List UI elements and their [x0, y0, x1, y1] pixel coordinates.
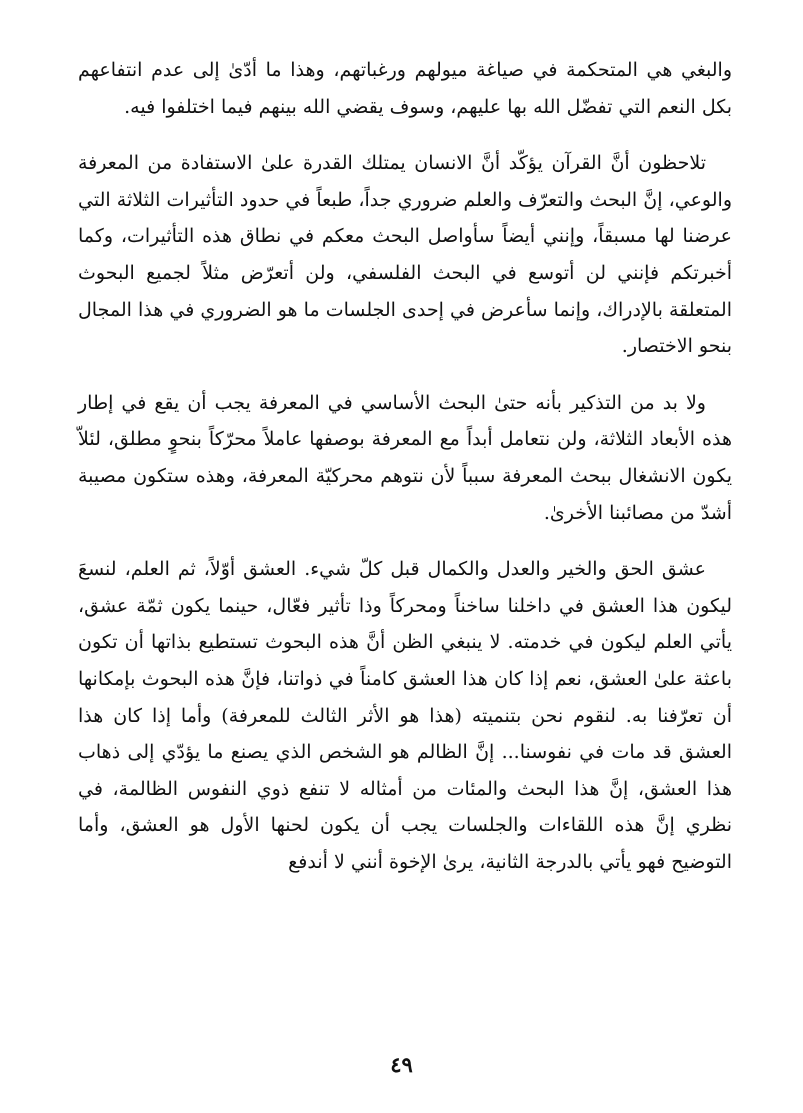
paragraph-2: تلاحظون أنَّ القرآن يؤكّد أنَّ الانسان يمتلك القدرة علىٰ الاستفادة من المعرفة والوعي، إنَّ البحث والتعرّف والعلم ضروري جداً، طبعاً في حدود التأثيرات الثلاثة التي عرضنا لها مسبقاً، وإنني أيضاً سأواصل البحث معكم في نطاق هذه التأثيرات، وكما أخبرتكم فإنني لن أتوسع في البحث الفلسفي، ولن أتعرّض مثلاً لجميع البحوث المتعلقة بالإدراك، وإنما سأعرض في إحدى الجلسات ما هو الضروري في هذا المجال بنحو الاختصار. — [78, 152, 732, 358]
paragraph-3: ولا بد من التذكير بأنه حتىٰ البحث الأساسي في المعرفة يجب أن يقع في إطار هذه الأبعاد الثلاثة، ولن نتعامل أبداً مع المعرفة بوصفها عاملاً محرّكاً بنحوٍ مطلق، لئلاّ يكون الانشغال ببحث المعرفة سبباً لأن نتوهم محركيّة المعرفة، وهذه ستكون مصيبة أشدّ من مصائبنا الأخرىٰ. — [78, 391, 732, 524]
page-body — [78, 52, 732, 900]
page-number: ٤٩ — [390, 1052, 413, 1077]
paragraph-1: والبغي هي المتحكمة في صياغة ميولهم ورغباتهم، وهذا ما أدّىٰ إلى عدم انتفاعهم بكل النعم التي تفضّل الله بها عليهم، وسوف يقضي الله بينهم فيما اختلفوا فيه. — [78, 59, 732, 118]
paragraph-4: عشق الحق والخير والعدل والكمال قبل كلّ شيء. العشق أوّلاً، ثم العلم، لنسعَ ليكون هذا العشق في داخلنا ساخناً ومحركاً وذا تأثير فعّال، حينما يكون ثمّة عشق، يأتي العلم ليكون في خدمته. لا ينبغي الظن أنَّ هذه البحوث تستطيع بذاتها أن تكون باعثة علىٰ العشق، نعم إذا كان هذا العشق كامناً في ذواتنا، فإنَّ هذه البحوث بإمكانها أن تعرّفنا به. لنقوم نحن بتنميته (هذا هو الأثر الثالث للمعرفة) وأما إذا كان هذا العشق قد مات في نفوسنا... إنَّ الظالم هو الشخص الذي يصنع ما يؤدّي إلى ذهاب هذا العشق، إنَّ هذا البحث والمئات من أمثاله لا تنفع ذوي النفوس الظالمة، في نظري إنَّ هذه اللقاءات والجلسات يجب أن يكون لحنها الأول هو العشق، وأما التوضيح فهو يأتي بالدرجة الثانية، يرىٰ الإخوة أنني لا أندفع — [78, 558, 732, 873]
